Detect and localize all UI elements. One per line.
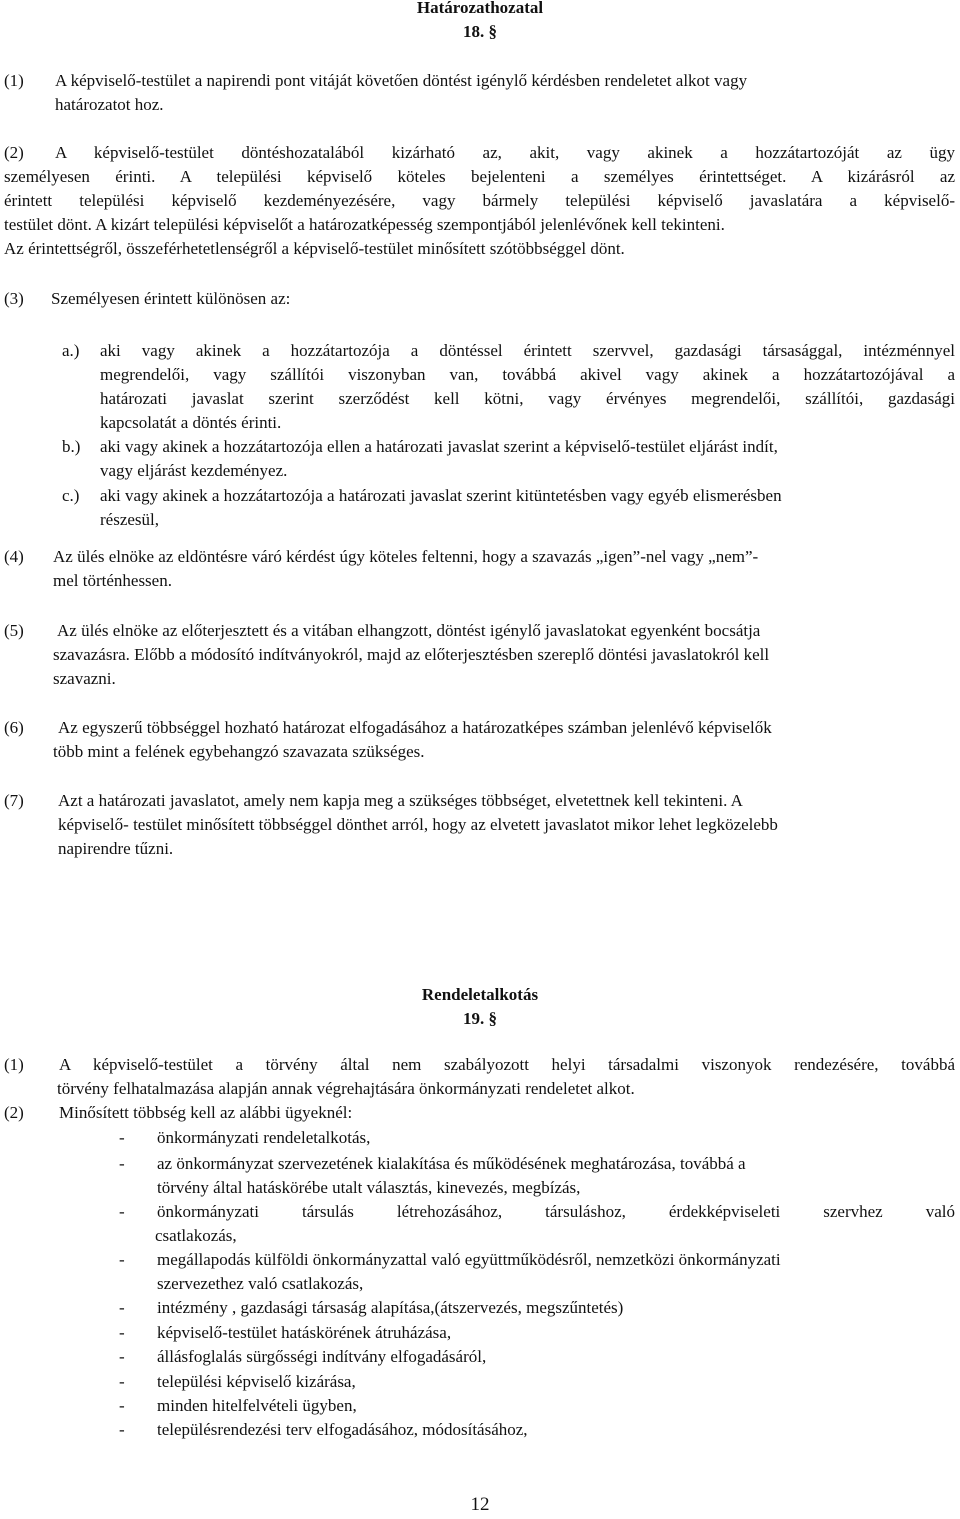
section-18-number: 18. § [463,22,497,41]
paragraph-line: Azt a határozati javaslatot, amely nem kapja meg a szükséges többséget, elvetettnek kell tekinteni. A [58,791,743,810]
list-bullet: - [119,1202,125,1221]
list-item: az önkormányzat szervezetének kialakítása és működésének meghatározása, továbbá a [157,1154,746,1173]
list-label: a.) [62,341,80,360]
list-bullet: - [119,1372,125,1391]
paragraph-line: határozatot hoz. [55,95,164,114]
list-item-line: részesül, [100,510,160,529]
list-bullet: - [119,1347,125,1366]
list-item: képviselő-testület hatáskörének átruházása, [157,1323,452,1342]
section-19-title: Rendeletalkotás [421,985,539,1004]
paragraph-line: Minősített többség kell az alábbi ügyeknél: [59,1103,353,1122]
paragraph-number: (6) [4,718,24,737]
list-bullet: - [119,1298,125,1317]
paragraph-line: A képviselő-testület a napirendi pont vitáját követően döntést igénylő kérdésben rendeletet alkot vagy [55,71,748,90]
paragraph-line: napirendre tűzni. [58,839,174,858]
paragraph-line: A képviselő-testület a törvény által nem szabályozott helyi társadalmi viszonyok rendezésére, továbbá [59,1055,955,1074]
paragraph-number: (7) [4,791,24,810]
paragraph-line: A képviselő-testület döntéshozatalából kizárható az, akit, vagy akinek a hozzátartozóját az ügy [55,143,955,162]
list-bullet: - [119,1250,125,1269]
paragraph-line: Az egyszerű többséggel hozható határozat elfogadásához a határozatképes számban jelenlévő képviselők [58,718,772,737]
page-number: 12 [470,1494,490,1515]
list-bullet: - [119,1323,125,1342]
paragraph-line: több mint a felének egybehangzó szavazata szükséges. [53,742,425,761]
list-item-line: kapcsolatát a döntés érinti. [100,413,282,432]
list-item: minden hitelfelvételi ügyben, [157,1396,357,1415]
list-item-line: vagy eljárást kezdeményez. [100,461,288,480]
list-item: csatlakozás, [155,1226,237,1245]
list-item-line: határozati javaslat szerint szerződést kell kötni, vagy érvényes megrendelői, szállítói, gazdasági [100,389,955,408]
section-19-number: 19. § [463,1009,497,1028]
list-item: állásfoglalás sürgősségi indítvány elfogadásáról, [157,1347,487,1366]
paragraph-line: szavazni. [53,669,116,688]
paragraph-number: (2) [4,143,24,162]
list-bullet: - [119,1128,125,1147]
list-bullet: - [119,1154,125,1173]
paragraph-line: Személyesen érintett különösen az: [51,289,291,308]
list-item-line: aki vagy akinek a hozzátartozója a döntéssel érintett szervvel, gazdasági társasággal, intézménnyel [100,341,955,360]
list-label: c.) [62,486,80,505]
list-item: megállapodás külföldi önkormányzattal való együttműködésről, nemzetközi önkormányzati [157,1250,781,1269]
paragraph-line: képviselő- testület minősített többséggel dönthet arról, hogy az elvetett javaslatot mikor lehet legközelebb [58,815,778,834]
paragraph-number: (4) [4,547,24,566]
paragraph-number: (2) [4,1103,24,1122]
list-bullet: - [119,1420,125,1439]
section-18-title: Határozathozatal [416,0,544,17]
paragraph-line: Az érintettségről, összeférhetetlenségről a képviselő-testület minősített szótöbbséggel dönt. [4,239,625,258]
list-item: települési képviselő kizárása, [157,1372,356,1391]
paragraph-line: Az ülés elnöke az eldöntésre váró kérdést úgy köteles feltenni, hogy a szavazás „igen”-nel vagy „nem”- [53,547,759,566]
paragraph-number: (1) [4,1055,24,1074]
paragraph-line: Az ülés elnöke az előterjesztett és a vitában elhangzott, döntést igénylő javaslatokat egyenként bocsátja [57,621,761,640]
list-item: önkormányzati rendeletalkotás, [157,1128,371,1147]
paragraph-line: törvény felhatalmazása alapján annak végrehajtására önkormányzati rendeletet alkot. [57,1079,635,1098]
list-bullet: - [119,1396,125,1415]
list-label: b.) [62,437,81,456]
list-item: törvény által hatáskörébe utalt választás, kinevezés, megbízás, [157,1178,581,1197]
paragraph-line: testület dönt. A kizárt települési képviselőt a határozatképesség szempontjából jelenlévőnek kell tekinteni. [4,215,725,234]
paragraph-line: szavazásra. Előbb a módosító indítványokról, majd az előterjesztésben szereplő döntési javaslatokról kell [53,645,770,664]
paragraph-line: érintett települési képviselő kezdeményezésére, vagy bármely települési képviselő javaslatára a képviselő- [4,191,955,210]
list-item-line: megrendelői, vagy szállítói viszonyban van, továbbá akivel vagy akinek a hozzátartozójával a [100,365,955,384]
list-item: településrendezési terv elfogadásához, módosításához, [157,1420,528,1439]
list-item: önkormányzati társulás létrehozásához, társuláshoz, érdekképviseleti szervhez való [157,1202,955,1221]
list-item: szervezethez való csatlakozás, [157,1274,364,1293]
list-item-line: aki vagy akinek a hozzátartozója a határozati javaslat szerint kitüntetésben vagy egyéb elismerésben [100,486,782,505]
paragraph-number: (1) [4,71,24,90]
list-item-line: aki vagy akinek a hozzátartozója ellen a határozati javaslat szerint a képviselő-testület eljárást indít, [100,437,778,456]
paragraph-number: (3) [4,289,24,308]
list-item: intézmény , gazdasági társaság alapítása,(átszervezés, megszűntetés) [157,1298,624,1317]
paragraph-line: mel történhessen. [53,571,172,590]
paragraph-line: személyesen érinti. A települési képviselő köteles bejelenteni a személyes érintettséget. A kizárásról az [4,167,955,186]
paragraph-number: (5) [4,621,24,640]
